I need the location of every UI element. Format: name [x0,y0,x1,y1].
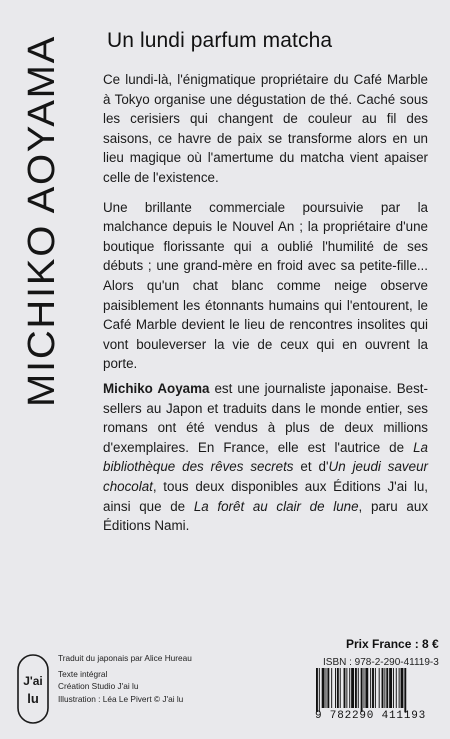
logo-line-1: J'ai [23,674,43,688]
bio-text-4: , paru aux Éditions Nami. [103,498,429,534]
barcode-bar [337,668,339,708]
isbn: ISBN : 978-2-290-41119-3 [323,657,439,668]
author-bio-paragraph [103,379,428,536]
barcode-bar [319,668,320,712]
bio-text-1: est une journaliste japonaise. Best-sellers au Japon et traduits dans le monde entier, ses romans ont été vendus à plus de deux millions d'exemplaires. En France, elle est l'autrice de [103,381,428,455]
credits [58,652,192,705]
publisher-logo [16,653,50,725]
barcode-bars-icon [315,668,427,712]
summary-paragraph-1: Ce lundi-là, l'énigmatique propriétaire du Café Marble à Tokyo organise une dégustation de thé. Caché sous les cerisiers qui changent de couleur au fil des saisons, ce havre de paix se transforme alors en un lieu magique où l'amertume du matcha vient apaiser celle de l'existence. [103,72,428,185]
spine-author-name [8,30,64,410]
book-title: Un lundi parfum matcha [107,29,333,52]
jai-lu-logo-icon [16,653,50,725]
barcode-bar [379,668,380,708]
barcode-bar [335,668,336,708]
barcode-bar [361,668,363,712]
summary [103,70,428,374]
barcode-bar [340,668,341,708]
barcode-number: 9 782290 411193 [315,710,427,722]
bio-book-1: La bibliothèque des rêves secrets [103,439,428,475]
bio-book-3: La forêt au clair de lune [193,498,359,514]
barcode-bar [364,668,365,708]
bio-text-3: , tous deux disponibles aux Éditions J'ai lu, ainsi que de [103,478,428,514]
summary-paragraph-2: Une brillante commerciale poursuivie par la malchance depuis le Nouvel An ; la propriétaire d'une boutique florissante qui a oublié l'humilité de ses débuts ; une grand-mère en froid avec sa petite-fille... Alors qu'un chat blanc comme neige observe paisiblement les étonnants humains qui l'entourent, le Café Marble devient le lieu de rencontres insolites qui vont bouleverser la vie de ceux qui en ouvrent la porte. [103,199,428,372]
spine-author-svg [8,30,64,410]
barcode-bar [396,668,397,708]
barcode-bar [389,668,392,708]
barcode-bar [399,668,400,708]
credit-translation: Traduit du japonais par Alice Hureau [58,653,192,663]
barcode-bar [401,668,404,708]
barcode-bar [349,668,350,708]
barcode-bar [382,668,384,708]
barcode-bar [365,668,368,708]
spine-author-text: MICHIKO AOYAMA [21,53,63,407]
bio-text-2: et d' [293,459,329,475]
author-bio [103,379,428,536]
barcode-bar [331,668,332,708]
credit-integral: Texte intégral [58,669,108,680]
barcode-bar [384,668,385,708]
bio-author-name: Michiko Aoyama [103,381,210,396]
barcode [315,668,427,720]
barcode-bar [375,668,376,708]
barcode-bar [372,668,374,708]
credit-illustration: Illustration : Léa Le Pivert © J'ai lu [58,693,184,704]
barcode-bar [326,668,327,708]
price: Prix France : 8 € [346,637,439,651]
barcode-bar [327,668,329,708]
barcode-bar [370,668,371,708]
barcode-bar [386,668,388,708]
barcode-bar [346,668,347,708]
barcode-bar [393,668,394,708]
logo-line-2: lu [27,691,39,706]
barcode-bar [322,668,325,708]
barcode-bar [404,668,406,712]
bio-book-2: Un jeudi saveur chocolat [103,459,428,494]
barcode-bar [344,668,346,708]
barcode-bar [351,668,354,708]
credit-creation: Création Studio J'ai lu [58,681,139,692]
barcode-bar [355,668,357,708]
barcode-bar [316,668,318,712]
barcode-bar [358,668,359,708]
